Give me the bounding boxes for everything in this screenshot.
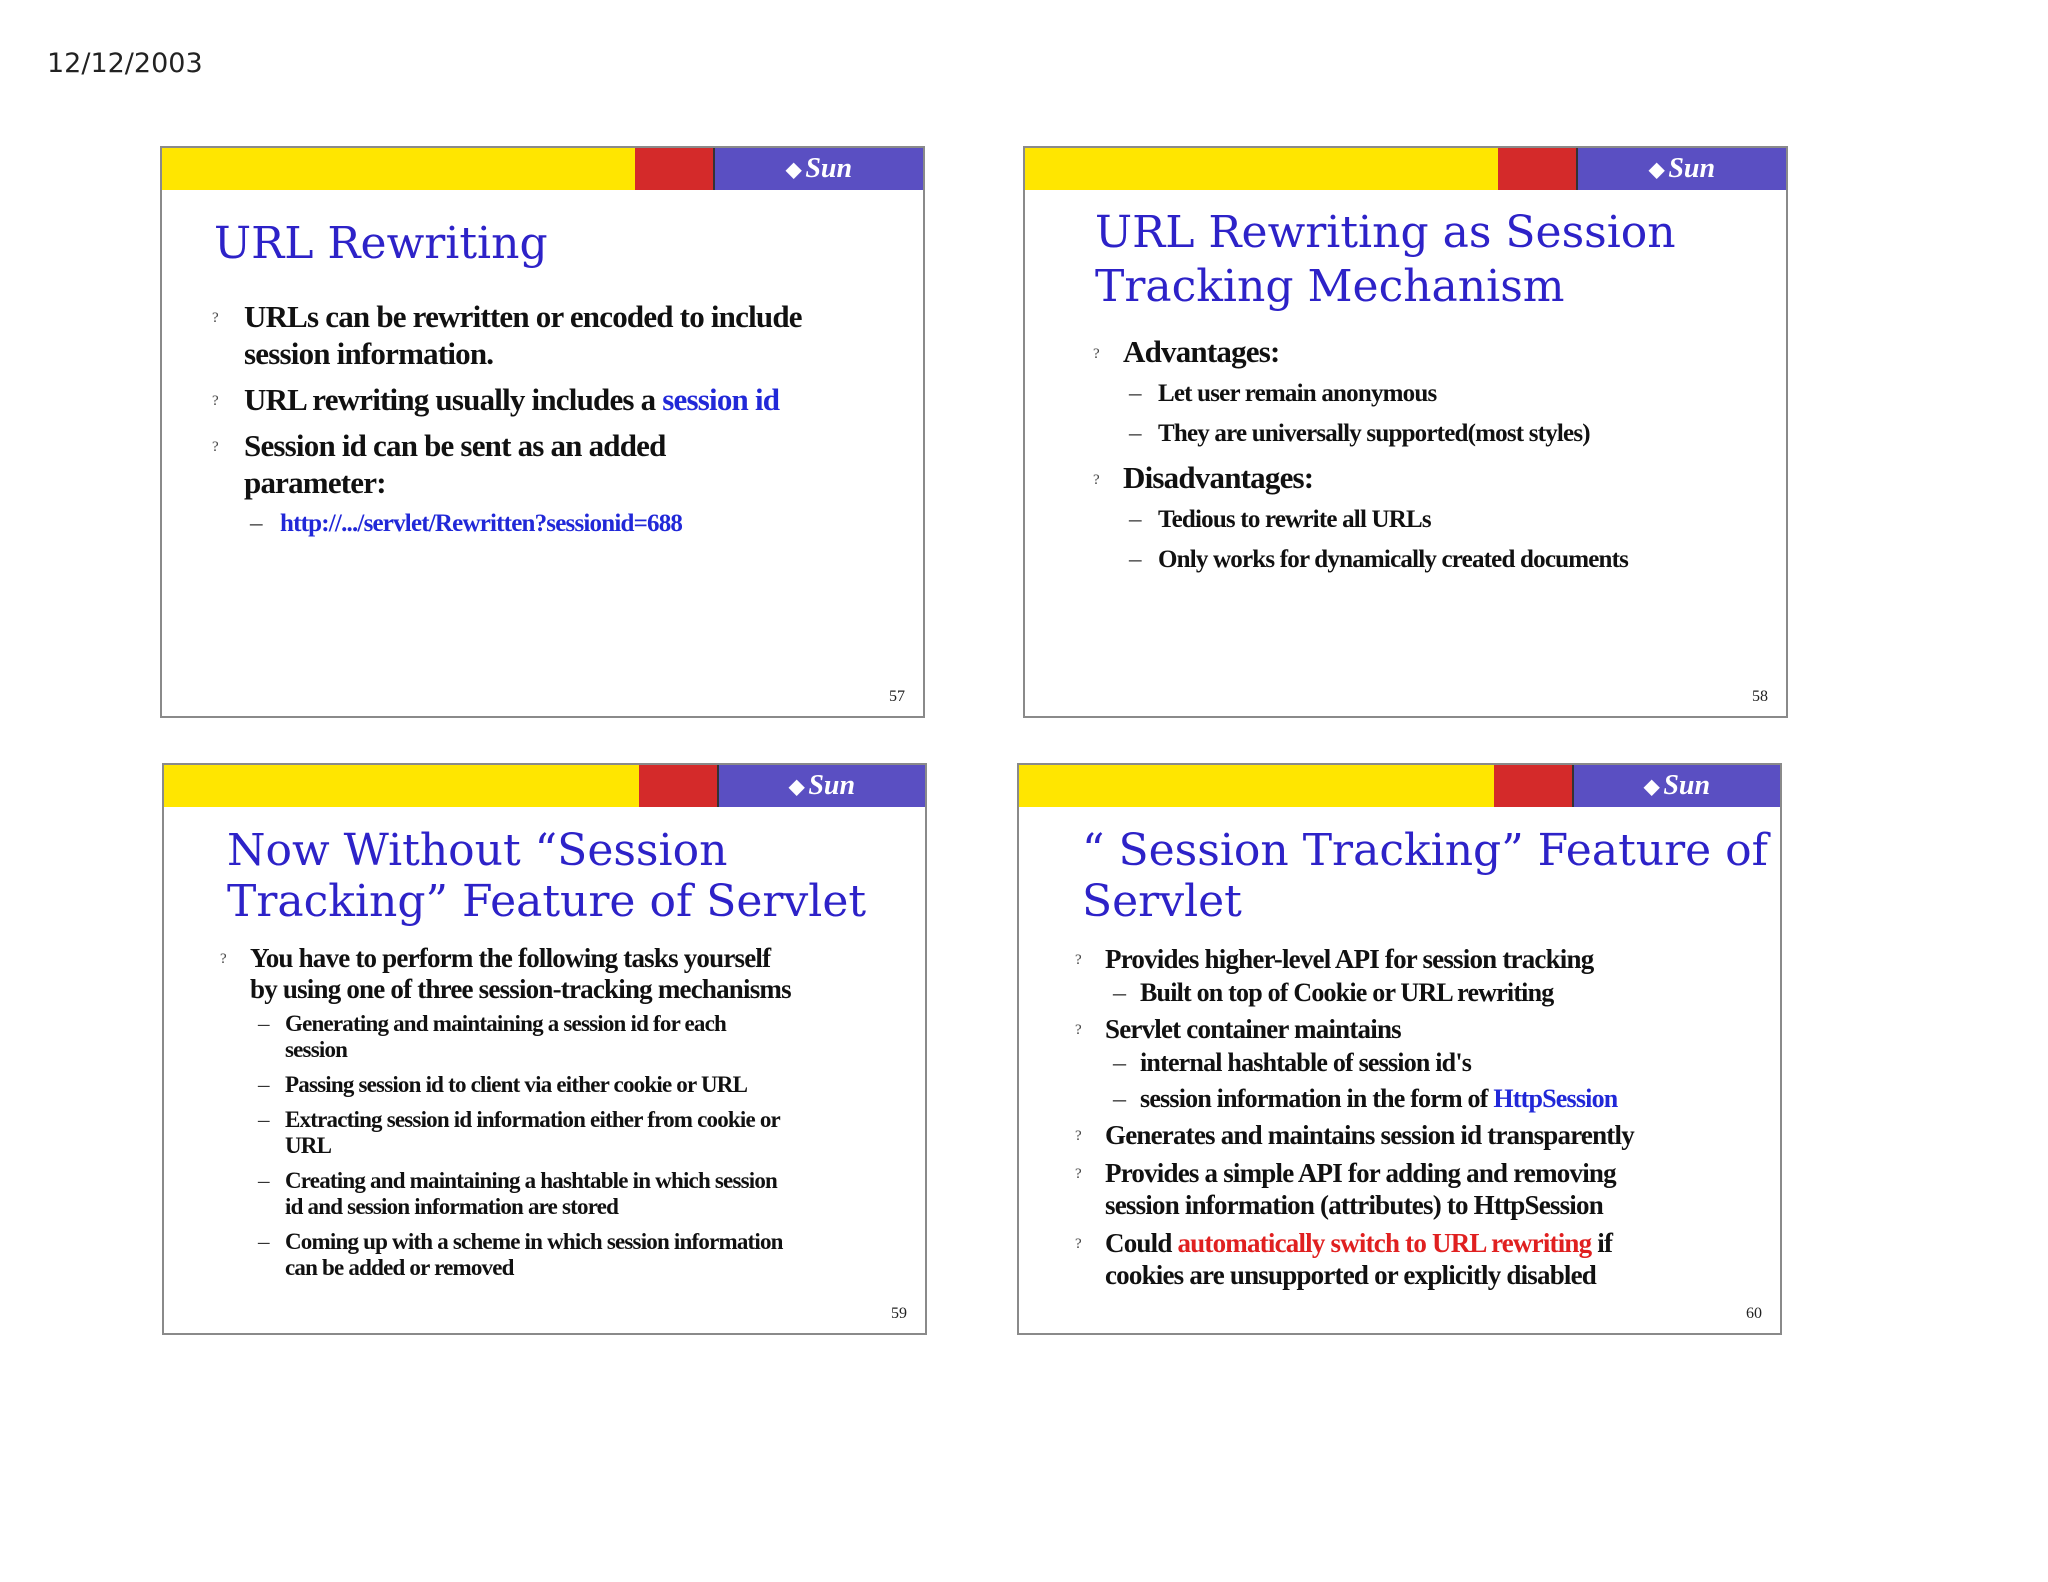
sub-item: – session information in the form of HttpSession	[1113, 1084, 1618, 1113]
sun-logo: ◆ Sun	[1576, 148, 1786, 190]
slide-header-bar	[162, 148, 923, 190]
sub-item: – http://.../servlet/Rewritten?sessionid=688	[250, 510, 683, 537]
slide-number: 60	[1746, 1305, 1762, 1322]
sun-logo: ◆ Sun	[1572, 765, 1780, 807]
sun-diamond-icon: ◆	[785, 158, 802, 181]
sun-diamond-icon: ◆	[1648, 158, 1665, 181]
slide-57	[160, 146, 925, 718]
slide-60	[1017, 763, 1782, 1335]
sub-item: – internal hashtable of session id's	[1113, 1048, 1472, 1077]
bullet-item: ? Generates and maintains session id transparently	[1075, 1120, 1634, 1150]
bullet-item: ? URL rewriting usually includes a session id	[212, 382, 780, 417]
sun-logo: ◆ Sun	[717, 765, 925, 807]
sub-item: – Only works for dynamically created documents	[1129, 546, 1629, 573]
slide-body	[1067, 943, 1634, 1291]
slide-title: “ Session Tracking” Feature of Servlet	[1082, 825, 1768, 927]
slide-body	[202, 298, 802, 539]
slide-title: Now Without “Session Tracking” Feature of Servlet	[227, 825, 867, 927]
task-item: – Extracting session id information either from cookie or URL	[258, 1107, 780, 1158]
sun-logo: ◆ Sun	[713, 148, 923, 190]
slide-58	[1023, 146, 1788, 718]
slide-body	[212, 943, 791, 1281]
sun-diamond-icon: ◆	[1643, 775, 1660, 798]
slide-body	[1085, 332, 1628, 580]
task-item: – Creating and maintaining a hashtable in which session id and session information are stored	[258, 1168, 778, 1219]
bullet-item: ? Could automatically switch to URL rewriting if cookies are unsupported or explicitly disabled	[1075, 1228, 1613, 1290]
bullet-item: ? Servlet container maintains	[1075, 1014, 1401, 1044]
sun-diamond-icon: ◆	[788, 775, 805, 798]
bullet-item: ? Provides higher-level API for session tracking	[1075, 944, 1594, 974]
slide-header-bar	[1025, 148, 1786, 190]
url-rewriting-highlight: automatically switch to URL rewriting	[1177, 1228, 1592, 1258]
sub-item: – They are universally supported(most styles)	[1129, 420, 1590, 447]
slide-header-bar	[1019, 765, 1780, 807]
advantages-heading: ? Advantages:	[1093, 334, 1280, 369]
task-item: – Generating and maintaining a session id for each session	[258, 1011, 727, 1062]
slide-59	[162, 763, 927, 1335]
sub-item: – Built on top of Cookie or URL rewriting	[1113, 978, 1554, 1007]
bullet-item: ? Provides a simple API for adding and removing session information (attributes) to HttpSession	[1075, 1158, 1616, 1220]
slide-number: 59	[891, 1305, 907, 1322]
session-id-highlight: session id	[662, 382, 780, 417]
sub-item: – Let user remain anonymous	[1129, 380, 1437, 407]
task-item: – Coming up with a scheme in which session information can be added or removed	[258, 1229, 783, 1280]
httpsession-highlight: HttpSession	[1493, 1084, 1618, 1113]
sub-item: – Tedious to rewrite all URLs	[1129, 506, 1431, 533]
page-date: 12/12/2003	[47, 48, 203, 79]
bullet-item: ? URLs can be rewritten or encoded to include session information.	[212, 299, 802, 371]
task-item: – Passing session id to client via either cookie or URL	[258, 1072, 748, 1097]
slide-number: 57	[889, 688, 905, 705]
disadvantages-heading: ? Disadvantages:	[1093, 460, 1314, 495]
intro-bullet: ? You have to perform the following tasks yourself by using one of three session-tracking mechanisms	[220, 943, 791, 1004]
slide-title: URL Rewriting as Session Tracking Mechanism	[1095, 207, 1676, 312]
bullet-item: ? Session id can be sent as an added parameter:	[212, 428, 666, 500]
slide-number: 58	[1752, 688, 1768, 705]
slide-title: URL Rewriting	[214, 218, 548, 269]
slide-header-bar	[164, 765, 925, 807]
example-url: http://.../servlet/Rewritten?sessionid=688	[280, 510, 683, 537]
